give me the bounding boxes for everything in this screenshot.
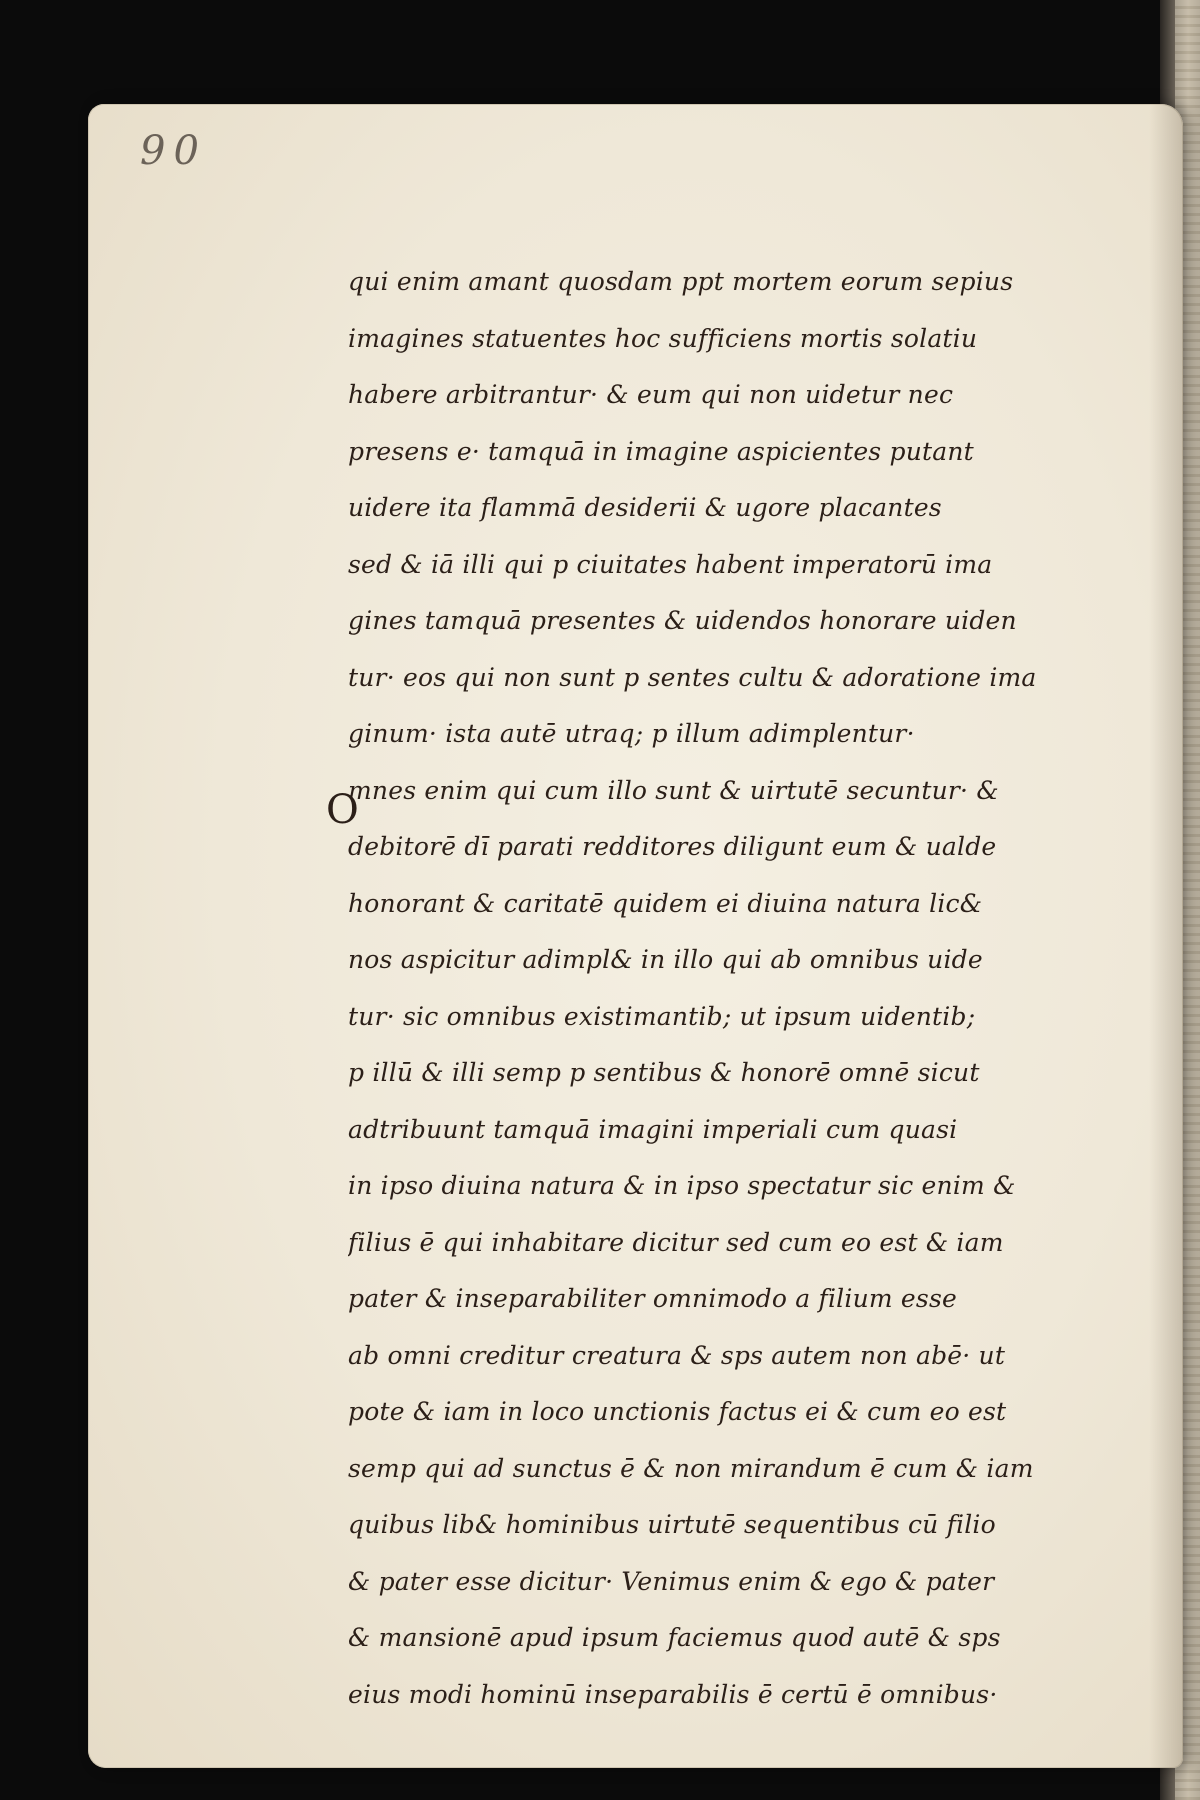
text-line: imagines statuentes hoc sufficiens mortis solatiu: [348, 323, 978, 353]
text-line: adtribuunt tamquā imagini imperiali cum quasi: [348, 1114, 958, 1144]
text-line: nos aspicitur adimpl& in illo qui ab omnibus uide: [348, 945, 983, 974]
text-line: mnes enim qui cum illo sunt & uirtutē secuntur· &: [348, 775, 999, 805]
text-line: quibus lib& hominibus uirtutē sequentibus cū filio: [348, 1510, 996, 1539]
manuscript-folio: [88, 104, 1183, 1768]
text-line: p illū & illi semp p sentibus & honorē omnē sicut: [348, 1058, 980, 1087]
folio-number: 90: [140, 128, 207, 174]
text-line: filius ē qui inhabitare dicitur sed cum eo est & iam: [348, 1227, 1004, 1257]
text-line: presens e· tamquā in imagine aspicientes putant: [348, 436, 974, 466]
text-line: qui enim amant quosdam ppt mortem eorum sepius: [348, 267, 1014, 296]
text-line: uidere ita flammā desiderii & ugore placantes: [348, 493, 942, 522]
text-line: tur· sic omnibus existimantib; ut ipsum uidentib;: [348, 1001, 976, 1031]
text-line: pote & iam in loco unctionis factus ei & cum eo est: [348, 1397, 1007, 1426]
text-line: honorant & caritatē quidem ei diuina natura lic&: [348, 888, 983, 918]
text-line: ginum· ista autē utraq; p illum adimplentur·: [348, 719, 915, 748]
text-line: & mansionē apud ipsum faciemus quod autē & sps: [348, 1623, 1001, 1652]
text-line: eius modi hominū inseparabilis ē certū ē omnibus·: [348, 1679, 998, 1709]
text-line: ab omni creditur creatura & sps autem non abē· ut: [348, 1340, 1006, 1370]
text-line: sed & iā illi qui p ciuitates habent imperatorū ima: [348, 549, 993, 579]
initial-letter: O: [326, 787, 359, 833]
text-line: debitorē dī parati redditores diligunt eum & ualde: [348, 832, 997, 861]
text-line: tur· eos qui non sunt p sentes cultu & adoratione ima: [348, 662, 1037, 692]
text-line: in ipso diuina natura & in ipso spectatur sic enim &: [348, 1171, 1016, 1200]
text-block: [348, 254, 1178, 1723]
text-line: habere arbitrantur· & eum qui non uidetur nec: [348, 380, 954, 409]
text-line: semp qui ad sunctus ē & non mirandum ē cum & iam: [348, 1453, 1034, 1483]
text-line: pater & inseparabiliter omnimodo a filium esse: [348, 1284, 957, 1313]
text-line: & pater esse dicitur· Venimus enim & ego & pater: [348, 1566, 995, 1596]
text-line: gines tamquā presentes & uidendos honorare uiden: [348, 606, 1017, 635]
